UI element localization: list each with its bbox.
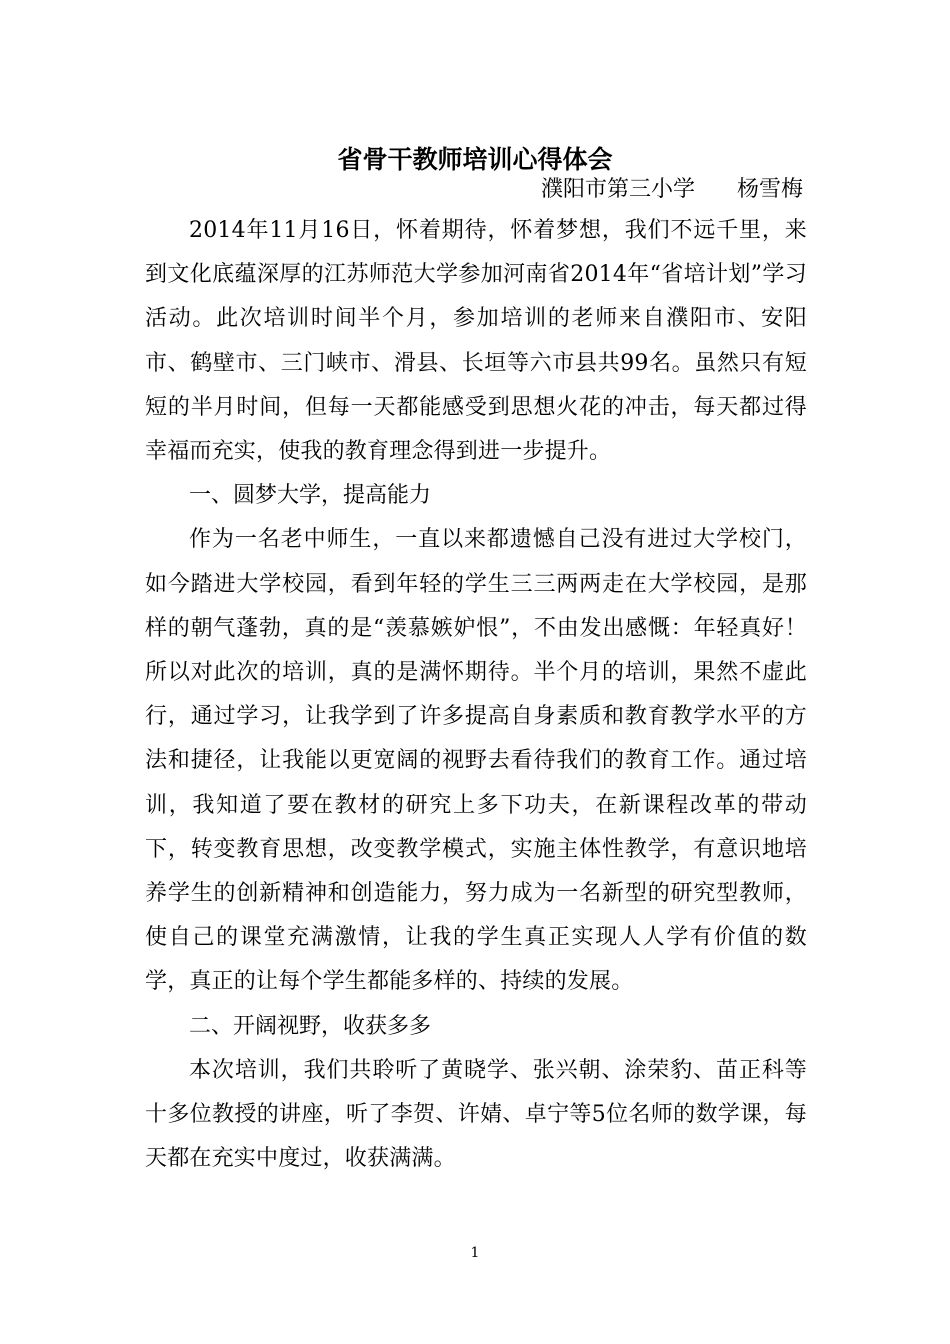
section-heading-1: 一、圆梦大学，提高能力: [189, 483, 432, 509]
paragraph-section-2: 本次培训，我们共聆听了黄晓学、张兴朝、涂荣豹、苗正科等十多位教授的讲座，听了李贺、许婧、卓宁等5位名师的数学课，每天都在充实中度过，收获满满。: [145, 1057, 807, 1172]
section-heading-2: 二、开阔视野，收获多多: [189, 1013, 432, 1039]
document-body: [145, 209, 807, 1181]
paragraph-intro: 2014年11月16日，怀着期待，怀着梦想，我们不远千里，来到文化底蕴深厚的江苏师范大学参加河南省2014年“省培计划”学习活动。此次培训时间半个月，参加培训的老师来自濮阳市、安阳市、鹤壁市、三门峡市、滑县、长垣等六市县共99名。虽然只有短短的半月时间，但每一天都能感受到思想火花的冲击，每天都过得幸福而充实，使我的教育理念得到进一步提升。: [145, 218, 807, 465]
author-line: 濮阳市第三小学 杨雪梅: [541, 177, 803, 202]
page-number: 1: [470, 1245, 480, 1261]
paragraph-section-1: 作为一名老中师生，一直以来都遗憾自己没有进过大学校门，如今踏进大学校园，看到年轻的学生三三两两走在大学校园，是那样的朝气蓬勃，真的是“羡慕嫉妒恨”，不由发出感慨：年轻真好！所以对此次的培训，真的是满怀期待。半个月的培训，果然不虚此行，通过学习，让我学到了许多提高自身素质和教育教学水平的方法和捷径，让我能以更宽阔的视野去看待我们的教育工作。通过培训，我知道了要在教材的研究上多下功夫，在新课程改革的带动下，转变教育思想，改变教学模式，实施主体性教学，有意识地培养学生的创新精神和创造能力，努力成为一名新型的研究型教师，使自己的课堂充满激情，让我的学生真正实现人人学有价值的数学，真正的让每个学生都能多样的、持续的发展。: [145, 527, 807, 995]
document-title: 省骨干教师培训心得体会: [337, 145, 613, 174]
